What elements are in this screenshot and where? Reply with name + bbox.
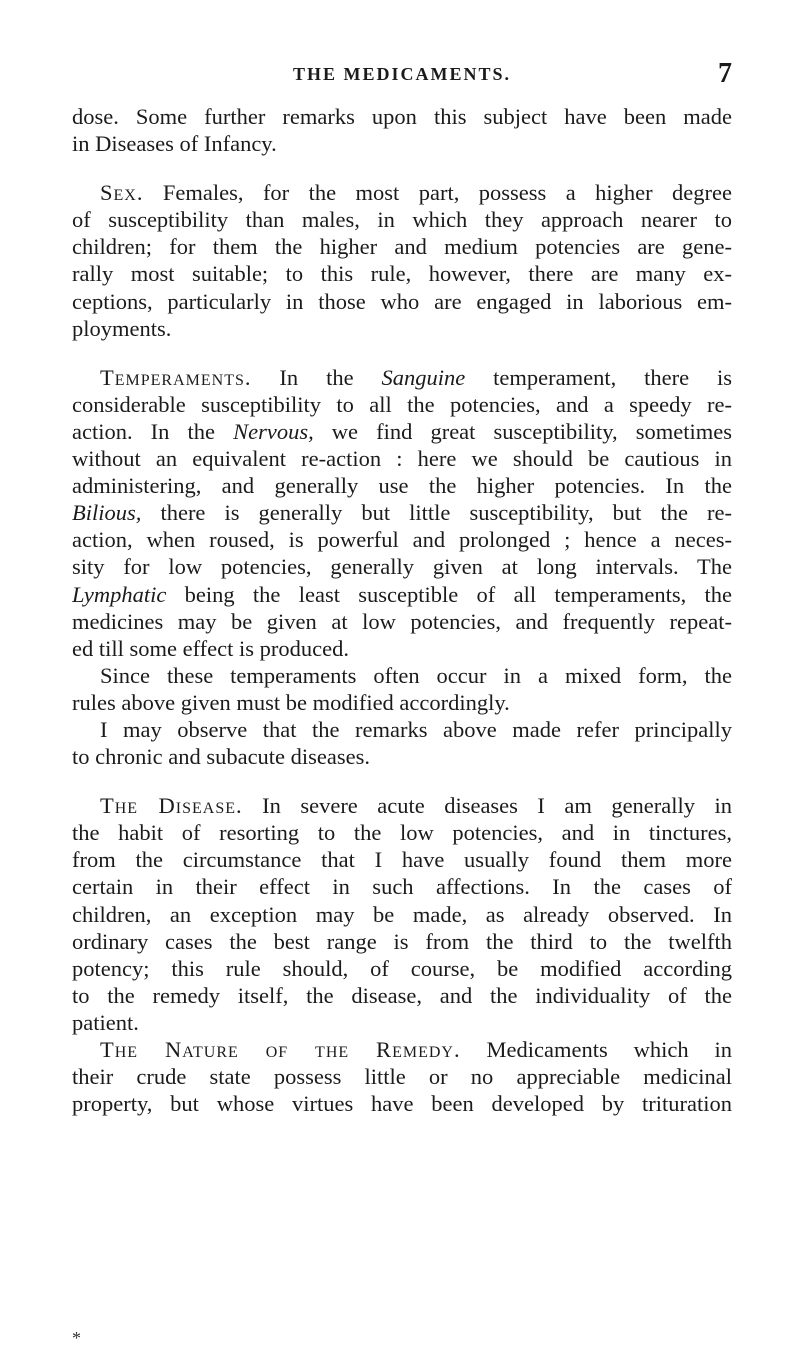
text-line: certain in their effect in such affections. In the cases of (72, 874, 732, 900)
signature-mark: * (72, 1328, 81, 1348)
text-line: Bilious, there is generally but little susceptibility, but the re- (72, 500, 732, 526)
text-line: sity for low potencies, generally given at long intervals. The (72, 554, 732, 580)
section-heading-disease: The Disease. (100, 793, 243, 819)
text-line: considerable susceptibility to all the potencies, and a speedy re- (72, 391, 732, 417)
text-line: in Diseases of Infancy. (72, 131, 277, 157)
text-line: administering, and generally use the higher potencies. In the (72, 473, 732, 499)
text-line: to the remedy itself, the disease, and the individuality of the (72, 982, 732, 1008)
text-line: the habit of resorting to the low potencies, and in tinctures, (72, 820, 732, 846)
paragraph-disease-line: The Disease. In severe acute diseases I am generally in (100, 793, 732, 819)
paragraph-temperaments-line: Temperaments. In the Sanguine temperament, there is (100, 364, 732, 390)
term-nervous: Nervous, (233, 418, 314, 444)
text-line: dose. Some further remarks upon this subject have been made (72, 104, 732, 129)
text-line: ployments. (72, 315, 172, 341)
text-line: Since these temperaments often occur in a mixed form, the (100, 662, 732, 688)
text-line: rally most suitable; to this rule, however, there are many ex- (72, 261, 732, 287)
text-line: medicines may be given at low potencies, and frequently repeat- (72, 608, 732, 634)
text-line: without an equivalent re-action : here we should be cautious in (72, 446, 732, 472)
text-line: property, but whose virtues have been developed by trituration (72, 1091, 732, 1117)
section-heading-temperaments: Temperaments. (100, 364, 252, 390)
term-lymphatic: Lymphatic (72, 581, 167, 607)
text-line: ceptions, particularly in those who are engaged in laborious em- (72, 288, 732, 314)
body-text (72, 103, 732, 1117)
text-line: rules above given must be modified accordingly. (72, 689, 510, 715)
text-line: their crude state possess little or no appreciable medicinal (72, 1064, 732, 1090)
text-line: patient. (72, 1009, 139, 1035)
text-line: action, when roused, is powerful and prolonged ; hence a neces- (72, 527, 732, 553)
text-line: potency; this rule should, of course, be modified according (72, 955, 732, 981)
text-line: ed till some effect is produced. (72, 635, 349, 661)
text-line: action. In the Nervous, we find great susceptibility, sometimes (72, 418, 732, 444)
text-line: I may observe that the remarks above made refer principally (100, 716, 732, 742)
running-head (72, 58, 732, 88)
text-line: ordinary cases the best range is from the third to the twelfth (72, 928, 732, 954)
paragraph-sex-line: Sex. Females, for the most part, possess a higher degree (100, 180, 732, 206)
term-sanguine: Sanguine (381, 364, 466, 390)
running-title: THE MEDICAMENTS. (292, 64, 512, 84)
text-line: from the circumstance that I have usually found them more (72, 847, 732, 873)
page-number: 7 (718, 58, 732, 89)
text-line: of susceptibility than males, in which they approach nearer to (72, 207, 732, 233)
paragraph-remedy-line: The Nature of the Remedy. Medicaments which in (100, 1037, 732, 1062)
text-line: children; for them the higher and medium potencies are gene- (72, 234, 732, 260)
section-heading-sex: Sex. (100, 180, 144, 206)
text-line: Lymphatic being the least susceptible of all temperaments, the (72, 581, 732, 607)
text-line: children, an exception may be made, as already observed. In (72, 901, 732, 927)
text-line: to chronic and subacute diseases. (72, 744, 371, 770)
term-bilious: Bilious, (72, 500, 142, 526)
section-heading-remedy: The Nature of the Remedy. (100, 1037, 461, 1062)
